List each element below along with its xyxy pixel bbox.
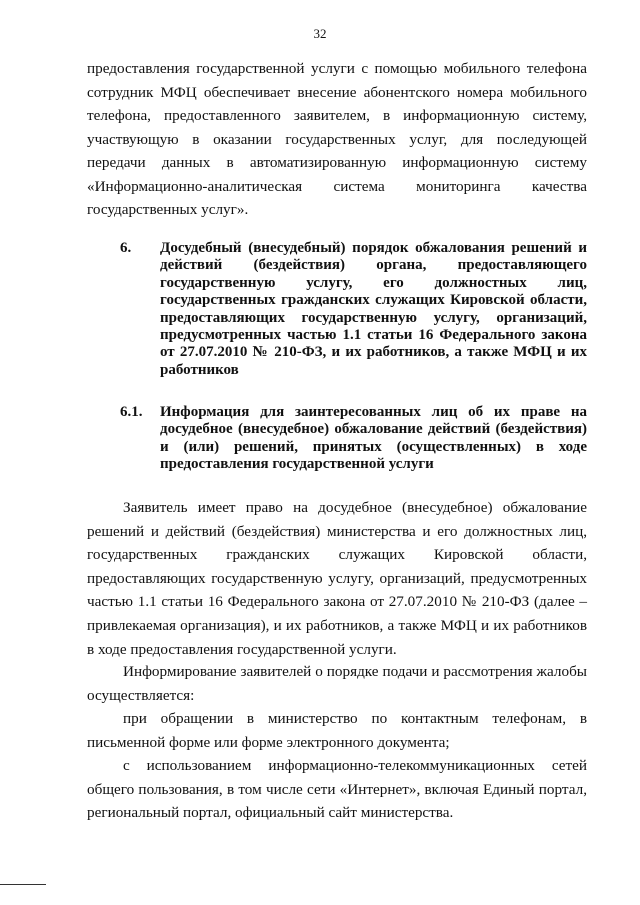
intro-line: предоставления государственной услуги с помощью мобильного телефона <box>87 60 587 77</box>
intro-line: телефона, предоставленного заявителем, в информационную систему, <box>87 107 587 124</box>
section-6-number: 6. <box>120 240 132 256</box>
body-paragraph: при обращении в министерство по контактным телефонам, в письменной форме или форме электронного документа; <box>87 710 587 751</box>
body-paragraph: Заявитель имеет право на досудебное (внесудебное) обжалование решений и действий (бездействия) министерства и его должностных лиц, государственных гражданских служащих Кировской области, предоставляющих государственную услугу, организаций, предусмотренных частью 1.1 статьи 16 Федерального закона от 27.07.2010 № 210-ФЗ (далее – привлекаемая организация), и их работников, а также МФЦ и их работников в ходе предоставления государственной услуги. <box>87 499 587 658</box>
intro-line: сотрудник МФЦ обеспечивает внесение абонентского номера мобильного <box>87 83 587 101</box>
intro-line: участвующую в оказании государственных услуг, для последующей <box>87 130 587 148</box>
footnote-separator <box>0 884 46 885</box>
intro-line: государственных услуг». <box>87 201 249 218</box>
section-6-title: Досудебный (внесудебный) порядок обжалования решений и действий (бездействия) органа, предоставляющего государственную услугу, его должностных лиц, государственных гражданских служащих Кировской области, предоставляющих государственную услугу, организаций, предусмотренных частью 1.1 статьи 16 Федерального закона от 27.07.2010 № 210-ФЗ, и их работников, а также МФЦ и их работников <box>160 240 587 378</box>
intro-line: передачи данных в автоматизированную информационную систему <box>87 154 587 171</box>
body-paragraph: с использованием информационно-телекоммуникационных сетей общего пользования, в том числе сети «Интернет», включая Единый портал, региональный портал, официальный сайт министерства. <box>87 757 587 822</box>
section-6-1-number: 6.1. <box>120 404 143 420</box>
section-6-1-heading <box>87 404 587 474</box>
page-number: 32 <box>313 26 327 41</box>
intro-line: «Информационно-аналитическая система мониторинга качества <box>87 177 587 195</box>
section-6-heading <box>87 240 587 379</box>
body-paragraph: Информирование заявителей о порядке подачи и рассмотрения жалобы осуществляется: <box>87 663 587 704</box>
section-6-1-title: Информация для заинтересованных лиц об их праве на досудебное (внесудебное) обжалование действий (бездействия) и (или) решений, принятых (осуществленных) в ходе предоставления государственной услуги <box>160 404 587 473</box>
